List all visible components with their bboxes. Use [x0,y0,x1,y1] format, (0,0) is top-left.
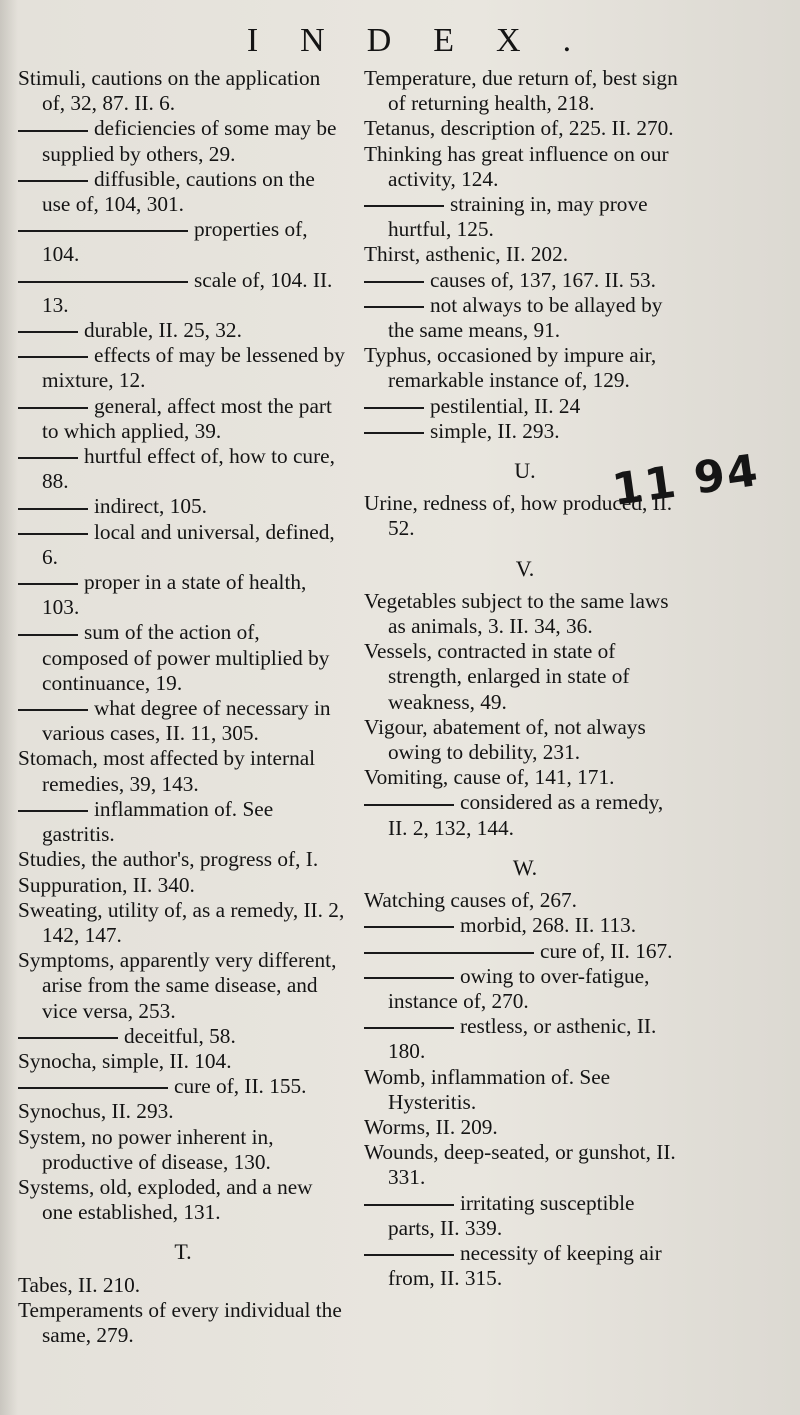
index-subentry [18,1074,348,1099]
subentry-text: simple, II. 293. [430,418,560,443]
index-entry: Temperaments of every individual the same, 279. [18,1297,342,1347]
ditto-rule [18,230,188,232]
ditto-rule [364,952,534,954]
index-subentry [364,1241,686,1291]
index-entry: Temperature, due return of, best sign of returning health, 218. [364,66,678,116]
index-entry: Thirst, asthenic, II. 202. [364,242,569,267]
subentry-text: not always to be allayed by the same means, 91. [388,292,663,343]
index-subentry [364,790,686,840]
ditto-rule [364,205,444,207]
index-entry: Urine, redness of, how produced, II. 52. [364,491,673,541]
index-entry: Tabes, II. 210. [18,1272,141,1297]
index-subentry [18,570,348,620]
index-entry: Systems, old, exploded, and a new one established, 131. [18,1174,313,1225]
index-entry: Vigour, abatement of, not always owing to debility, 231. [364,714,646,765]
index-entry: Vessels, contracted in state of strength, enlarged in state of weakness, 49. [364,639,630,714]
subentry-text: durable, II. 25, 32. [84,318,242,343]
subentry-text: diffusible, cautions on the use of, 104, 301. [42,166,315,217]
subentry-text: local and universal, defined, 6. [42,519,335,569]
subentry-text: cure of, II. 155. [174,1074,307,1099]
index-entry: Typhus, occasioned by impure air, remarkable instance of, 129. [364,343,657,393]
subentry-text: properties of, 104. [42,217,308,267]
index-entry: Vomiting, cause of, 141, 171. [364,765,615,790]
ditto-rule [18,1087,168,1089]
subentry-text: deceitful, 58. [124,1023,236,1048]
ditto-rule [18,331,78,333]
index-entry: Studies, the author's, progress of, I. [18,847,319,872]
index-subentry [364,1191,686,1241]
index-subentry [18,217,348,267]
subentry-text: pestilential, II. 24 [430,393,581,418]
ditto-rule [364,926,454,928]
ditto-rule [364,281,424,283]
subentry-text: deficiencies of some may be supplied by others, 29. [42,116,337,166]
section-letter: W. [512,854,538,880]
subentry-text: hurtful effect of, how to cure, 88. [42,444,335,494]
ditto-rule [364,1027,454,1029]
subentry-text: sum of the action of, composed of power multiplied by continuance, 19. [42,620,330,695]
index-subentry [364,192,686,242]
section-letter: V. [515,555,535,581]
index-entry: Tetanus, description of, 225. II. 270. [364,116,674,141]
index-subentry [364,939,686,964]
ditto-rule [18,583,78,585]
ditto-rule [18,180,88,182]
subentry-text: general, affect most the part to which applied, 39. [42,393,332,443]
index-entry: Synochus, II. 293. [18,1099,174,1124]
index-subentry [364,1014,686,1064]
subentry-text: irritating susceptible parts, II. 339. [388,1190,635,1240]
ditto-rule [364,306,424,308]
index-subentry [364,419,686,444]
ditto-rule [18,1037,118,1039]
ditto-rule [364,977,454,979]
ditto-rule [18,508,88,510]
subentry-text: what degree of necessary in various cases, II. 11, 305. [42,696,331,746]
index-subentry [18,520,348,570]
index-subentry [18,343,348,393]
index-entry: Stimuli, cautions on the application of, 32, 87. II. 6. [18,66,321,116]
index-entry: Sweating, utility of, as a remedy, II. 2, 142, 147. [18,897,345,947]
index-entry: Vegetables subject to the same laws as animals, 3. II. 34, 36. [364,588,669,639]
subentry-text: inflammation of. See gastritis. [42,796,274,847]
index-subentry [364,964,686,1014]
index-subentry [364,293,686,343]
index-entry: Womb, inflammation of. See Hysteritis. [364,1064,611,1114]
index-entry: System, no power inherent in, productive of disease, 130. [18,1124,274,1174]
index-subentry [364,268,686,293]
index-entry: Worms, II. 209. [364,1114,498,1139]
ditto-rule [18,356,88,358]
ditto-rule [18,281,188,283]
ditto-rule [18,457,78,459]
subentry-text: scale of, 104. II. 13. [42,267,333,317]
index-subentry [18,494,348,519]
ditto-rule [18,810,88,812]
index-entry: Wounds, deep-seated, or gunshot, II. 331. [364,1140,676,1190]
index-subentry [364,394,686,419]
index-entry: Stomach, most affected by internal remedies, 39, 143. [18,746,316,796]
ditto-rule [18,709,88,711]
section-letter: U. [514,458,536,484]
subentry-text: indirect, 105. [94,494,207,519]
subentry-text: cure of, II. 167. [540,938,673,963]
index-subentry [18,1024,348,1049]
ditto-rule [18,130,88,132]
index-subentry [18,268,348,318]
index-entry: Suppuration, II. 340. [18,872,195,897]
index-column-right [364,66,686,1291]
running-title: INDEX. [246,22,614,59]
subentry-text: morbid, 268. II. 113. [460,913,637,938]
subentry-text: straining in, may prove hurtful, 125. [388,192,648,242]
section-letter: T. [174,1239,192,1265]
index-subentry [18,696,348,746]
index-entry: Thinking has great influence on our activity, 124. [364,141,669,191]
ditto-rule [364,804,454,806]
index-column-left [18,66,348,1348]
index-entry: Synocha, simple, II. 104. [18,1048,232,1073]
subentry-text: necessity of keeping air from, II. 315. [388,1240,662,1291]
subentry-text: considered as a remedy, II. 2, 132, 144. [388,790,664,840]
index-subentry [18,167,348,217]
ditto-rule [364,407,424,409]
subentry-text: effects of may be lessened by mixture, 12. [42,343,345,393]
index-subentry [18,797,348,847]
ditto-rule [18,533,88,535]
index-subentry [18,394,348,444]
index-subentry [364,913,686,938]
index-entry: Watching causes of, 267. [364,888,577,913]
ditto-rule [18,407,88,409]
ditto-rule [364,1204,454,1206]
index-subentry [18,620,348,696]
handwritten-annotation: 11 94 [609,444,763,517]
ditto-rule [364,1254,454,1256]
subentry-text: restless, or asthenic, II. 180. [388,1014,657,1064]
ditto-rule [364,432,424,434]
subentry-text: causes of, 137, 167. II. 53. [430,267,656,292]
index-subentry [18,318,348,343]
index-subentry [18,116,348,166]
subentry-text: owing to over-fatigue, instance of, 270. [388,963,650,1013]
index-subentry [18,444,348,494]
ditto-rule [18,634,78,636]
index-entry: Symptoms, apparently very different, arise from the same disease, and vice versa, 253. [18,948,337,1023]
subentry-text: proper in a state of health, 103. [42,570,307,620]
